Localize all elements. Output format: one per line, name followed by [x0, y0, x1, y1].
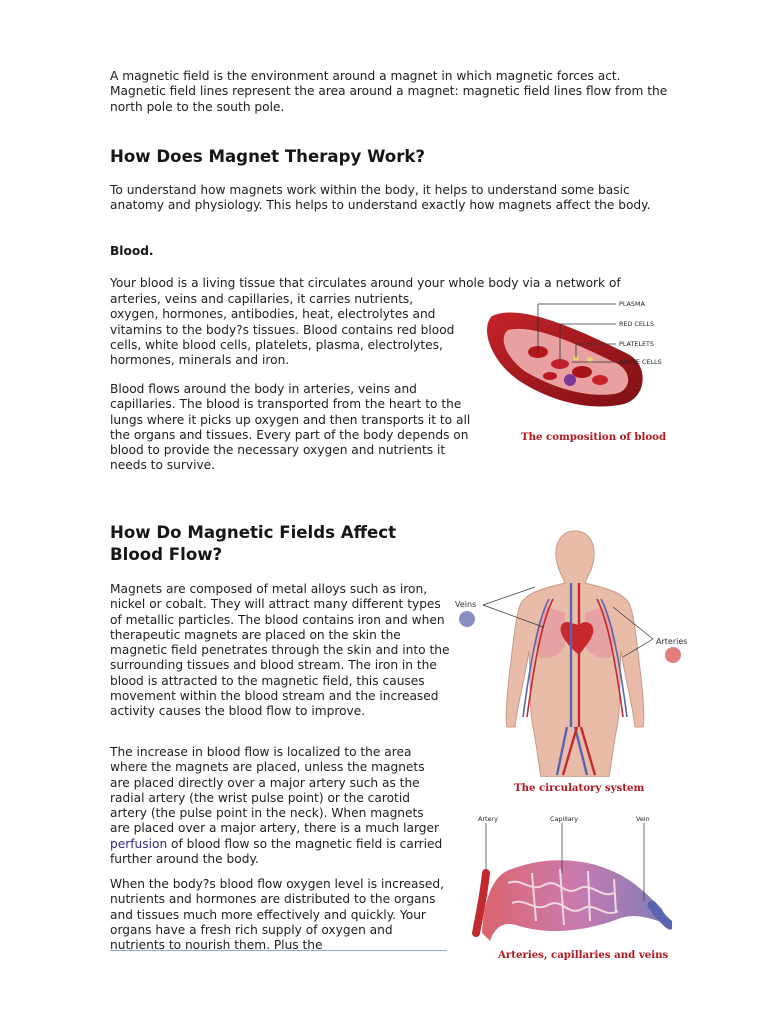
- blood-paragraph-first-line: Your blood is a living tissue that circulates around your whole body via a network of: [110, 276, 621, 290]
- arteries-color-dot: [665, 647, 681, 663]
- veins-color-dot: [459, 611, 475, 627]
- label-white-cells: WHITE CELLS: [619, 358, 662, 366]
- caption-arteries-capillaries-veins: Arteries, capillaries and veins: [498, 949, 669, 961]
- capillary-network-illustration: [472, 813, 672, 945]
- label-arteries: Arteries: [656, 637, 688, 646]
- caption-circulatory-system: The circulatory system: [514, 782, 645, 794]
- anatomy-paragraph: To understand how magnets work within the body, it helps to understand some basic anatomy and physiology. This helps to understand exactly how magnets affect the body.: [110, 183, 651, 213]
- section-heading-magnet-therapy: How Does Magnet Therapy Work?: [110, 147, 426, 166]
- label-vein: Vein: [636, 815, 650, 823]
- section-heading-magnetic-fields: How Do Magnetic Fields Affect Blood Flow?: [110, 523, 397, 564]
- caption-composition-of-blood: The composition of blood: [521, 431, 667, 443]
- perfusion-text-before: The increase in blood flow is localized to the area where the magnets are placed, unless the magnets are placed directly over a major artery such as the radial artery (the wrist pulse point) or the carotid artery (the pulse point in the neck). When magnets are placed over a major artery, there is a much larger: [110, 745, 440, 836]
- label-platelets: PLATELETS: [619, 340, 654, 348]
- oxygen-level-paragraph: When the body?s blood flow oxygen level is increased, nutrients and hormones are distributed to the organs and tissues much more effectively and quickly. Your organs have a fresh rich supply of oxygen and nutrients to nourish them. Plus the: [110, 877, 444, 953]
- intro-paragraph: A magnetic field is the environment around a magnet in which magnetic forces act. Magnetic field lines represent the area around a magnet: magnetic field lines flow from the north pole to the south pole.: [110, 69, 668, 114]
- content-divider: [110, 950, 447, 951]
- blood-composition-figure: [478, 294, 678, 424]
- circulatory-illustration: [453, 527, 698, 777]
- blood-flow-paragraph: Blood flows around the body in arteries, veins and capillaries. The blood is transported from the heart to the lungs where it picks up oxygen and then transports it to all the organs and tissues. Every part of the body depends on blood to provide the necessary oxygen and nutrients it needs to survive.: [110, 382, 471, 473]
- subheading-blood: Blood.: [110, 244, 154, 258]
- label-veins: Veins: [455, 600, 477, 609]
- perfusion-text-after: of blood flow so the magnetic field is carried further around the body.: [110, 836, 443, 867]
- label-plasma: PLASMA: [619, 300, 645, 308]
- blood-flow-localized-paragraph: [110, 745, 445, 867]
- blood-paragraph: arteries, veins and capillaries, it carries nutrients, oxygen, hormones, antibodies, heat, electrolytes and vitamins to the body?s tissues. Blood contains red blood cells, white blood cells, platelets, plasma, electrolytes, hormones, minerals and iron.: [110, 292, 455, 368]
- blood-vessel-illustration: [478, 294, 678, 424]
- label-artery: Artery: [478, 815, 498, 823]
- magnets-composition-paragraph: Magnets are composed of metal alloys such as iron, nickel or cobalt. They will attract many different types of metallic particles. The blood contains iron and when therapeutic magnets are placed on the skin the magnetic field penetrates through the skin and into the surrounding tissues and blood stream. The iron in the blood is attracted to the magnetic field, this causes movement within the blood stream and the increased activity causes the blood flow to improve.: [110, 582, 450, 719]
- capillaries-figure: [472, 813, 672, 945]
- label-capillary: Capillary: [550, 815, 579, 823]
- perfusion-link[interactable]: perfusion: [110, 836, 168, 851]
- label-red-cells: RED CELLS: [619, 320, 655, 328]
- circulatory-system-figure: [453, 527, 698, 777]
